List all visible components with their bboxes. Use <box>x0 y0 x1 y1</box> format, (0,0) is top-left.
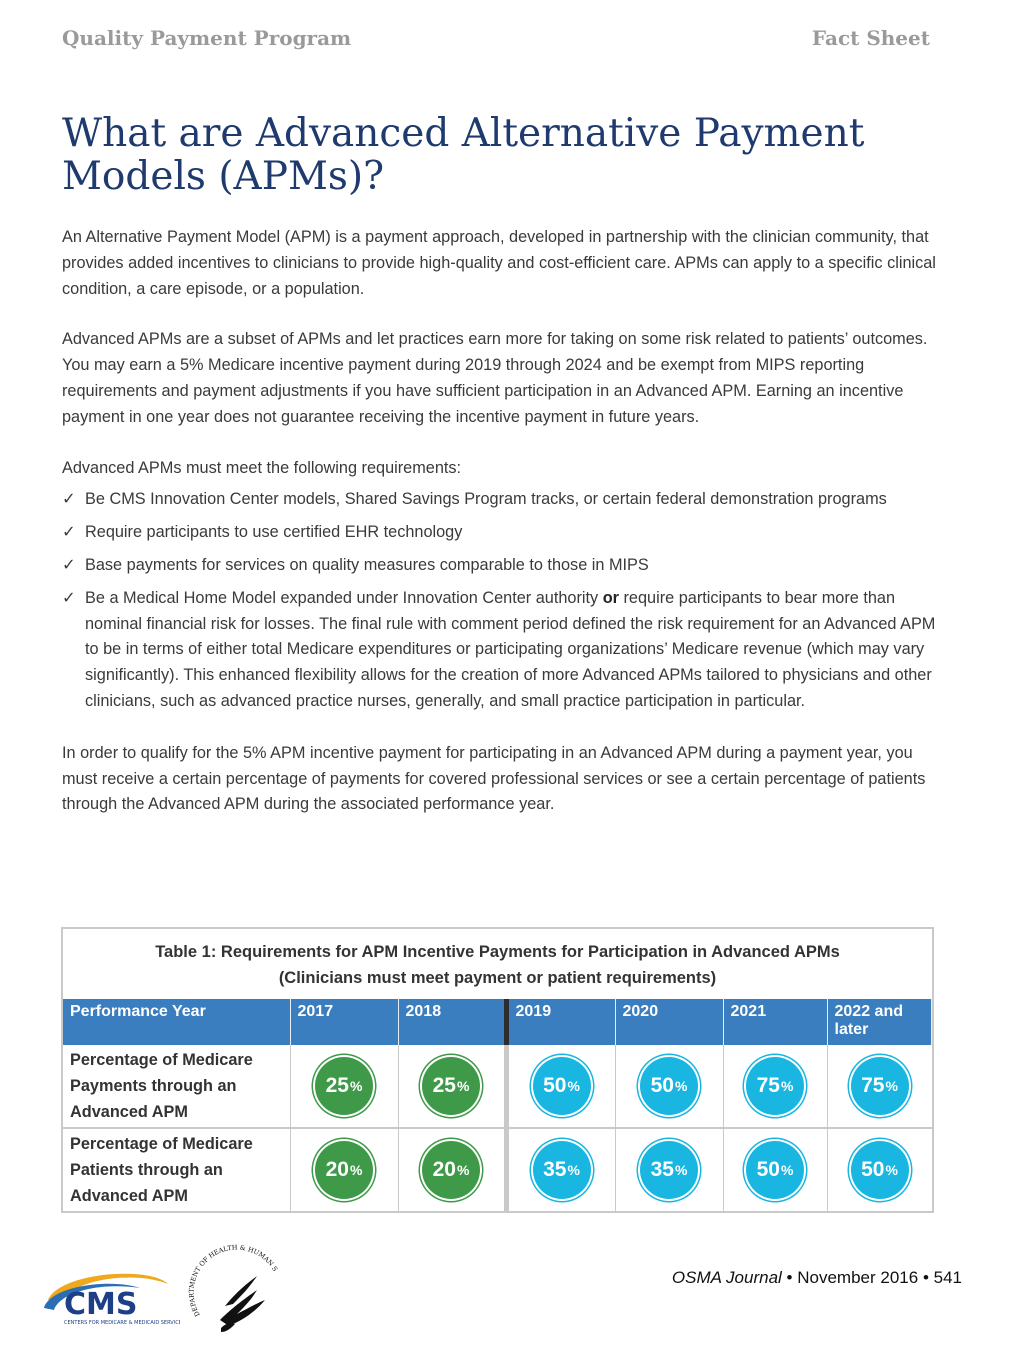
header-doc-type: Fact Sheet <box>811 26 930 50</box>
table-cell <box>615 1045 723 1128</box>
percentage-badge: 25 % <box>422 1057 480 1115</box>
row-label-payments: Percentage of Medicare Payments through an Advanced APM <box>63 1045 290 1128</box>
column-header-year: 2018 <box>398 999 506 1045</box>
percentage-badge: 50 % <box>851 1141 909 1199</box>
percentage-badge: 35 % <box>533 1141 591 1199</box>
percentage-badge: 25 % <box>315 1057 373 1115</box>
requirement-text: Base payments for services on quality measures comparable to those in MIPS <box>85 555 649 574</box>
svg-text:DEPARTMENT OF HEALTH & HUMAN S: DEPARTMENT OF HEALTH & HUMAN S <box>187 1243 280 1318</box>
table-title <box>63 929 932 999</box>
list-item <box>62 553 942 579</box>
table-row <box>63 1045 932 1128</box>
percentage-badge: 20 % <box>422 1141 480 1199</box>
column-header-year: 2017 <box>290 999 398 1045</box>
separator: • <box>786 1268 793 1287</box>
column-header-performance-year: Performance Year <box>63 999 290 1045</box>
table-title-line2: (Clinicians must meet payment or patient requirements) <box>278 969 717 987</box>
body-text <box>62 225 942 843</box>
page-title: What are Advanced Alternative Payment Models (APMs)? <box>62 111 865 199</box>
table-cell <box>398 1045 506 1128</box>
hhs-seal-logo <box>185 1240 285 1345</box>
requirement-text: Be CMS Innovation Center models, Shared Savings Program tracks, or certain federal demonstration programs <box>85 490 887 509</box>
requirement-text-bold: or <box>602 588 619 607</box>
table-header-row <box>63 999 932 1045</box>
footer-citation <box>672 1268 962 1288</box>
table-cell <box>290 1045 398 1128</box>
cms-logo <box>40 1270 180 1333</box>
percentage-badge: 35 % <box>640 1141 698 1199</box>
paragraph-qualify: In order to qualify for the 5% APM incentive payment for participating in an Advanced APM during a payment year, you must receive a certain percentage of payments for covered professional services or see a certain percentage of patients through the Advanced APM during the associated performance year. <box>62 743 926 814</box>
list-item <box>62 487 942 513</box>
percentage-badge: 50 % <box>640 1057 698 1115</box>
table-cell <box>827 1128 932 1212</box>
requirement-text: Require participants to use certified EHR technology <box>85 523 463 542</box>
table-title-line1: Table 1: Requirements for APM Incentive Payments for Participation in Advanced APMs <box>155 943 840 961</box>
table-cell <box>723 1128 827 1212</box>
requirements-table <box>61 927 934 1213</box>
row-label-patients: Percentage of Medicare Patients through an Advanced APM <box>63 1128 290 1212</box>
column-header-year: 2020 <box>615 999 723 1045</box>
column-header-year: 2022 and later <box>827 999 932 1045</box>
journal-name: OSMA Journal <box>671 1268 782 1287</box>
percentage-badge: 75 % <box>746 1057 804 1115</box>
issue-date: November 2016 <box>797 1268 919 1287</box>
percentage-badge: 20 % <box>315 1141 373 1199</box>
svg-text:CENTERS FOR MEDICARE & MEDICAI: CENTERS FOR MEDICARE & MEDICAID SERVICES <box>64 1320 180 1326</box>
table-grid <box>63 999 932 1213</box>
page-number: 541 <box>933 1268 962 1287</box>
table-cell <box>506 1045 615 1128</box>
requirement-text-post: require participants to bear more than nominal financial risk for losses. The final rule with comment period defined the risk requirement for an Advanced APM to be in terms of either total Medicare expenditures or participating organizations’ Medicare revenue (which may vary significantly). This enhanced flexibility allows for the creation of more Advanced APMs tailored to physicians and other clinicians, such as advanced practice nurses, generally, and small practice participation in particular. <box>85 588 936 710</box>
paragraph-requirements-intro: Advanced APMs must meet the following requirements: <box>62 458 462 477</box>
checkmark-icon: ✓ <box>62 588 76 607</box>
checkmark-icon: ✓ <box>62 490 76 509</box>
table-cell <box>290 1128 398 1212</box>
checkmark-icon: ✓ <box>62 555 76 574</box>
paragraph-apm-definition: An Alternative Payment Model (APM) is a payment approach, developed in partnership with the clinician community, that provides added incentives to clinicians to provide high-quality and cost-efficient care. APMs can apply to a specific clinical condition, a care episode, or a population. <box>62 228 936 298</box>
percentage-badge: 50 % <box>746 1141 804 1199</box>
table-row <box>63 1128 932 1212</box>
paragraph-advanced-apms: Advanced APMs are a subset of APMs and let practices earn more for taking on some risk related to patients’ outcomes. You may earn a 5% Medicare incentive payment during 2019 through 2024 and be exempt from MIPS reporting requirements and payment adjustments if you have sufficient participation in an Advanced APM. Earning an incentive payment in one year does not guarantee receiving the incentive payment in future years. <box>62 330 928 426</box>
percentage-badge: 50 % <box>533 1057 591 1115</box>
header-program-name: Quality Payment Program <box>62 26 352 50</box>
list-item <box>62 520 942 546</box>
requirement-text-pre: Be a Medical Home Model expanded under Innovation Center authority <box>85 588 603 607</box>
requirements-list <box>62 487 942 714</box>
separator: • <box>922 1268 929 1287</box>
table-cell <box>827 1045 932 1128</box>
table-cell <box>506 1128 615 1212</box>
table-cell <box>615 1128 723 1212</box>
table-cell <box>398 1128 506 1212</box>
column-header-year: 2021 <box>723 999 827 1045</box>
svg-text:CMS: CMS <box>64 1287 138 1322</box>
percentage-badge: 75 % <box>851 1057 909 1115</box>
list-item <box>62 586 942 715</box>
table-cell <box>723 1045 827 1128</box>
column-header-year: 2019 <box>506 999 615 1045</box>
checkmark-icon: ✓ <box>62 523 76 542</box>
